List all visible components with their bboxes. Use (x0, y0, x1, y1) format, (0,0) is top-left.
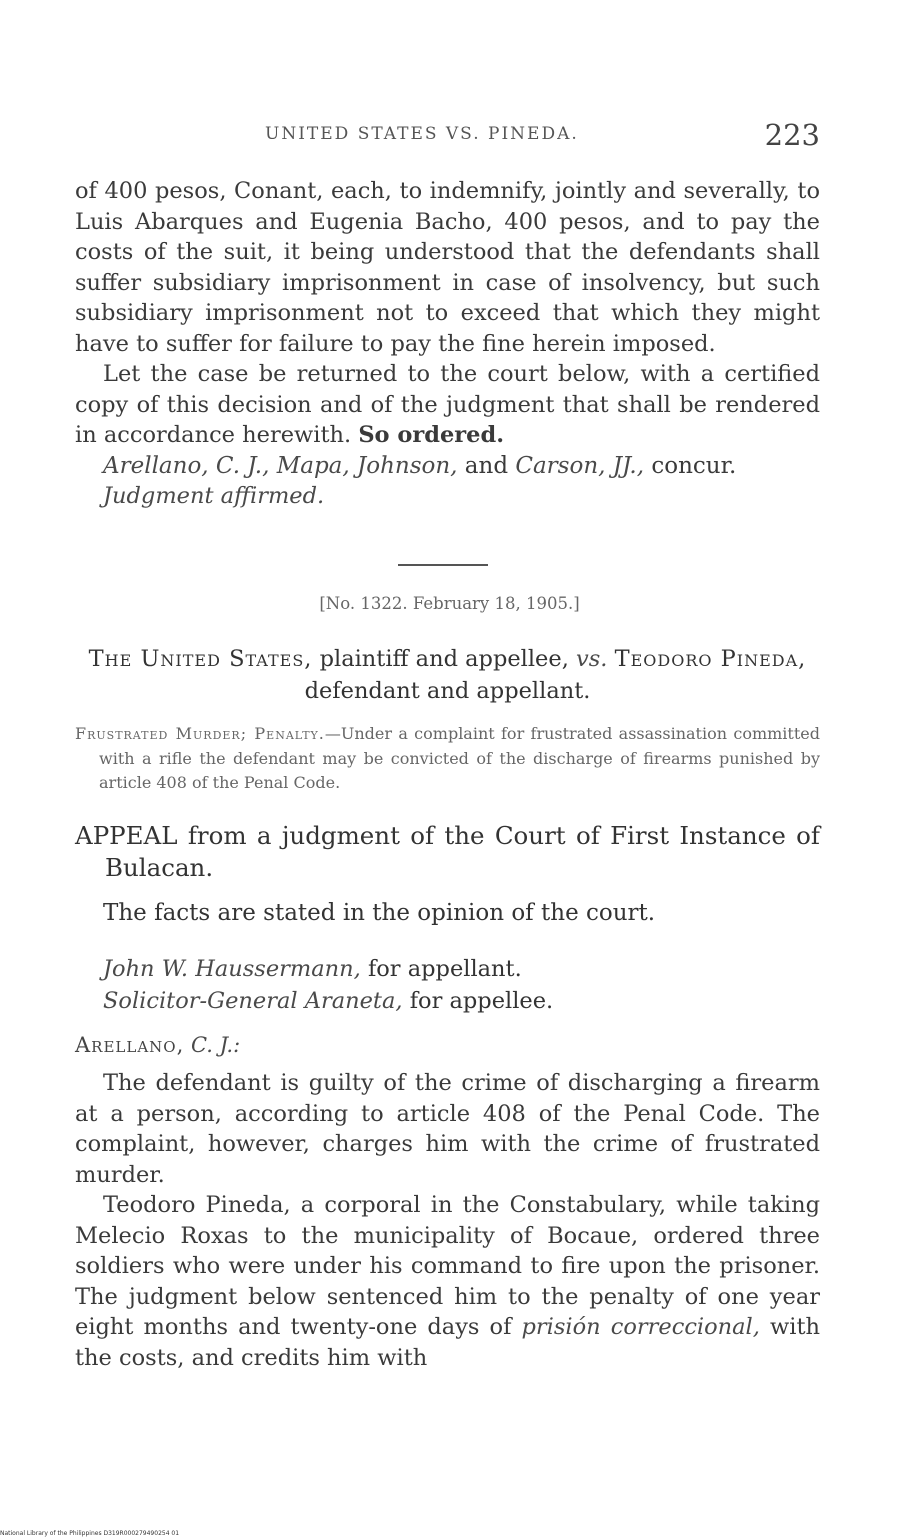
opinion-paragraph-1: The defendant is guilty of the crime of discharging a firearm at a person, according to article 408 of the Penal Code. The complaint, however, charges him with the crime of frustrated murder. (75, 1070, 820, 1188)
case-number-date: [No. 1322. February 18, 1905.] (319, 594, 580, 613)
concurrence-and: and (464, 452, 509, 479)
running-head (75, 118, 820, 152)
page-number: 223 (764, 118, 820, 152)
previous-case-ending (75, 176, 820, 512)
syllabus-body: —Under a complaint for frustrated assassination committed with a rifle the defendant may be convicted of the discharge of firearms punished by article 408 of the Penal Code. (99, 724, 820, 792)
opinion-paragraph-2-end: with the costs, and credits him with (75, 1314, 821, 1371)
concurring-justices-1: Arellano, C. J., Mapa, Johnson, (103, 452, 458, 479)
judge-name: Arellano, (75, 1033, 185, 1057)
counsel-appellant (103, 956, 803, 982)
facts-statement: The facts are stated in the opinion of the court. (103, 900, 656, 926)
concurrence (75, 451, 820, 482)
section-divider (398, 564, 488, 566)
penalty-term: prisión correccional, (521, 1314, 760, 1340)
caption-defendant: Teodoro Pineda, (614, 646, 807, 672)
previous-paragraph: of 400 pesos, Conant, each, to indemnify, jointly and severally, to Luis Abarques and Eugenia Bacho, 400 pesos, and to pay the costs of the suit, it being understood that the defendants shall suffer subsidiary imprisonment in case of insolvency, but such subsidiary imprisonment not to exceed that which they might have to suffer for failure to pay the fine herein imposed. (75, 178, 820, 357)
so-ordered: So ordered. (358, 422, 505, 448)
appellant-counsel-role: for appellant. (367, 956, 522, 982)
caption-plaintiff-role: plaintiff and appellee, (319, 646, 569, 672)
appeal-statement: APPEAL from a judgment of the Court of First Instance of Bulacan. (75, 821, 820, 882)
remand-paragraph (75, 359, 820, 451)
counsel-appellee (103, 988, 803, 1014)
running-head-title: UNITED STATES VS. PINEDA. (265, 124, 579, 144)
syllabus-head: Frustrated Murder; Penalty. (75, 724, 325, 743)
syllabus (75, 722, 820, 796)
opinion-author (75, 1033, 240, 1057)
judge-title: C. J.: (190, 1033, 241, 1057)
appellant-counsel-name: John W. Haussermann, (103, 956, 361, 982)
opinion-paragraph-2-text: Teodoro Pineda, a corporal in the Constabulary, while taking Melecio Roxas to the municipality of Bocaue, ordered three soldiers who were under his command to fire upon the prisoner. The judgment below sentenced him to the penalty of one year eight months and twenty-one days of (75, 1192, 820, 1340)
appellee-counsel-name: Solicitor-General Araneta, (103, 988, 403, 1014)
case-caption (75, 643, 820, 707)
appellee-counsel-role: for appellee. (409, 988, 554, 1014)
footer-watermark: National Library of the Philippines D319R000279490254 01 (0, 1530, 180, 1537)
opinion-body (75, 1068, 820, 1373)
caption-plaintiff: The United States, (88, 646, 313, 672)
concurrence-end: concur. (651, 452, 737, 479)
opinion-paragraph-2 (75, 1190, 820, 1373)
concurring-justices-2: Carson, JJ., (515, 452, 645, 479)
caption-vs: vs. (576, 646, 608, 672)
remand-text: Let the case be returned to the court below, with a certified copy of this decision and of the judgment that shall be rendered in accordance herewith. (75, 361, 820, 448)
caption-defendant-role: defendant and appellant. (304, 678, 591, 704)
judgment-result: Judgment affirmed. (103, 483, 325, 509)
